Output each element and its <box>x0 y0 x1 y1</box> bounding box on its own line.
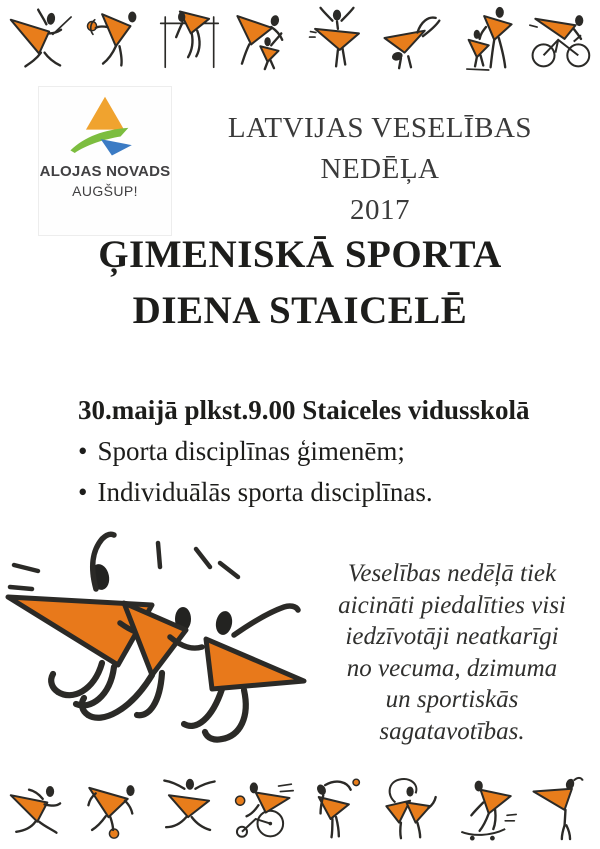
page-title <box>0 227 600 339</box>
logo-name-text: ALOJAS NOVADS <box>39 163 171 180</box>
bottom-sport-icons-row <box>0 772 600 844</box>
event-bullet-1-text: Sporta disciplīnas ģimenēm; <box>97 436 405 466</box>
cycling-icon <box>528 2 592 74</box>
heading-line-1: ĢIMENISKĀ SPORTA <box>98 233 502 276</box>
alojas-novads-logo <box>38 86 172 236</box>
basketball-icon <box>82 2 146 74</box>
three-running-figures-illustration <box>0 503 330 778</box>
dance-pair-icon <box>231 2 295 74</box>
event-details <box>78 390 558 513</box>
invitation-line-6: sagatavotības. <box>379 717 525 745</box>
alojas-novads-logo-mark <box>66 95 144 159</box>
parent-child-skate-icon <box>454 2 518 74</box>
logo-slogan-text: AUGŠUP! <box>72 183 138 199</box>
invitation-line-4: no vecuma, dzimuma <box>346 654 558 682</box>
event-title <box>170 108 590 231</box>
gymnast-arms-up-icon <box>305 2 369 74</box>
title-line-2: 2017 <box>350 194 410 226</box>
invitation-line-1: Veselības nedēļā tiek <box>347 560 557 587</box>
title-line-1: LATVIJAS VESELĪBAS NEDĒĻA <box>227 112 533 185</box>
event-when-where: 30.maijā plkst.9.00 Staiceles vidusskolā <box>78 395 530 425</box>
bending-gymnast-icon <box>305 772 369 844</box>
event-bullet-1 <box>78 431 558 472</box>
event-bullet-2-text: Individuālās sporta disciplīnas. <box>97 477 433 507</box>
heading-line-2: DIENA STAICELĒ <box>132 289 468 332</box>
invitation-line-2: aicināti piedalīties visi <box>338 591 566 619</box>
running-icon <box>8 772 72 844</box>
football-icon <box>82 772 146 844</box>
invitation-line-3: iedzīvotāji neatkarīgi <box>345 623 559 650</box>
high-jump-icon <box>157 2 221 74</box>
standing-stretch-icon <box>528 772 592 844</box>
bullet-glyph: • <box>78 436 88 466</box>
fencing-icon <box>8 2 72 74</box>
bullet-glyph: • <box>78 477 88 507</box>
cartwheel-icon <box>379 2 443 74</box>
skateboarding-icon <box>454 772 518 844</box>
top-sport-icons-row <box>0 2 600 74</box>
invitation-line-5: un sportiskās <box>385 686 519 713</box>
acrobat-swirl-icon <box>379 772 443 844</box>
wheelchair-racing-icon <box>231 772 295 844</box>
invitation-text <box>320 558 584 747</box>
leaping-dancer-icon <box>157 772 221 844</box>
